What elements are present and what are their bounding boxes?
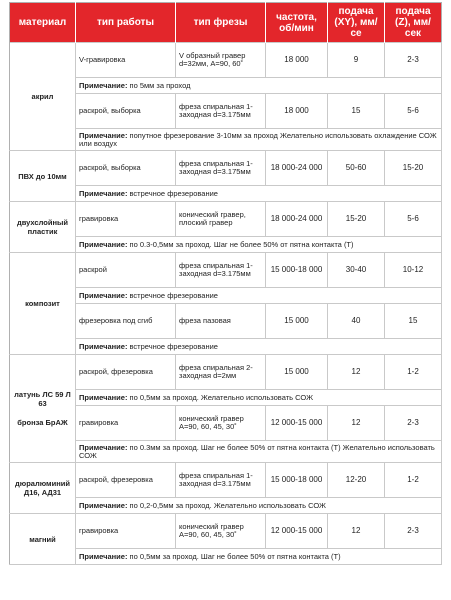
tool-cell: фреза спиральная 2-заходная d=2мм: [176, 355, 266, 390]
work-cell: гравировка: [76, 514, 176, 549]
rpm-cell: 15 000-18 000: [266, 253, 328, 288]
material-brass-bronze: [10, 355, 76, 463]
header-feed-z: подача (Z), мм/сек: [385, 3, 442, 43]
note-label: Примечание:: [79, 80, 128, 90]
note-text: встречное фрезерование: [127, 290, 218, 300]
note-cell: [76, 78, 442, 94]
work-cell: гравировка: [76, 406, 176, 441]
table-row: [10, 463, 442, 498]
header-tool-type: тип фрезы: [176, 3, 266, 43]
work-cell: V-гравировка: [76, 43, 176, 78]
note-text: встречное фрезерование: [127, 188, 218, 198]
work-cell: раскрой, выборка: [76, 94, 176, 129]
rpm-cell: 18 000: [266, 94, 328, 129]
material-pvc: ПВХ до 10мм: [10, 151, 76, 202]
tool-cell: конический гравер, плоский гравер: [176, 202, 266, 237]
feed-xy-cell: 12: [328, 514, 385, 549]
note-cell: [76, 498, 442, 514]
note-text: встречное фрезерование: [127, 341, 218, 351]
work-cell: раскрой, выборка: [76, 151, 176, 186]
note-text: по 0,5мм за проход. Шаг не более 50% от пятна контакта (Т): [127, 551, 341, 561]
note-label: Примечание:: [79, 188, 128, 198]
feed-xy-cell: 12-20: [328, 463, 385, 498]
tool-cell: фреза спиральная 1-заходная d=3.175мм: [176, 94, 266, 129]
material-duralumin: дюралюминий Д16, АД31: [10, 463, 76, 514]
note-cell: [76, 441, 442, 463]
rpm-cell: 18 000-24 000: [266, 202, 328, 237]
note-label: Примечание:: [79, 341, 128, 351]
table-row: [10, 514, 442, 549]
tool-cell: конический гравер А=90, 60, 45, 30˚: [176, 406, 266, 441]
note-cell: [76, 390, 442, 406]
feed-z-cell: 5-6: [385, 202, 442, 237]
work-cell: гравировка: [76, 202, 176, 237]
tool-cell: фреза пазовая: [176, 304, 266, 339]
feed-z-cell: 1-2: [385, 463, 442, 498]
table-row: [10, 355, 442, 390]
rpm-cell: 18 000-24 000: [266, 151, 328, 186]
header-rpm: частота, об/мин: [266, 3, 328, 43]
note-cell: [76, 186, 442, 202]
note-cell: [76, 129, 442, 151]
material-brass: латунь ЛС 59 Л 63: [14, 390, 71, 408]
work-cell: раскрой: [76, 253, 176, 288]
table-row: [10, 43, 442, 78]
tool-cell: V образный гравер d=32мм, А=90, 60˚: [176, 43, 266, 78]
tool-cell: фреза спиральная 1-заходная d=3.175мм: [176, 463, 266, 498]
feed-xy-cell: 12: [328, 406, 385, 441]
work-cell: фрезеровка под сгиб: [76, 304, 176, 339]
note-label: Примечание:: [79, 239, 128, 249]
feed-z-cell: 1-2: [385, 355, 442, 390]
note-cell: [76, 549, 442, 565]
work-cell: раскрой, фрезеровка: [76, 355, 176, 390]
tool-cell: фреза спиральная 1-заходная d=3.175мм: [176, 151, 266, 186]
note-text: по 5мм за проход: [127, 80, 191, 90]
rpm-cell: 12 000-15 000: [266, 406, 328, 441]
note-text: по 0,2-0,5мм за проход. Желательно использовать СОЖ: [127, 500, 326, 510]
rpm-cell: 12 000-15 000: [266, 514, 328, 549]
work-cell: раскрой, фрезеровка: [76, 463, 176, 498]
material-composite: композит: [10, 253, 76, 355]
note-text: попутное фрезерование 3-10мм за проход Желательно использовать охлаждение СОЖ или воздух: [79, 130, 437, 148]
tool-cell: конический гравер А=90, 60, 45, 30˚: [176, 514, 266, 549]
note-cell: [76, 339, 442, 355]
table-row: [10, 151, 442, 186]
note-label: Примечание:: [79, 290, 128, 300]
feed-z-cell: 15: [385, 304, 442, 339]
note-cell: [76, 288, 442, 304]
header-material: материал: [10, 3, 76, 43]
feed-z-cell: 2-3: [385, 43, 442, 78]
rpm-cell: 15 000: [266, 355, 328, 390]
feed-z-cell: 2-3: [385, 406, 442, 441]
feed-xy-cell: 15: [328, 94, 385, 129]
note-cell: [76, 237, 442, 253]
material-bronze: бронза БрАЖ: [17, 418, 68, 427]
feed-xy-cell: 9: [328, 43, 385, 78]
table-header: [10, 3, 442, 43]
material-acryl: акрил: [10, 43, 76, 151]
feed-xy-cell: 50-60: [328, 151, 385, 186]
feed-z-cell: 2-3: [385, 514, 442, 549]
feed-xy-cell: 15-20: [328, 202, 385, 237]
feed-z-cell: 10-12: [385, 253, 442, 288]
header-feed-xy: подача (XY), мм/се: [328, 3, 385, 43]
note-label: Примечание:: [79, 130, 128, 140]
tool-cell: фреза спиральная 1-заходная d=3.175мм: [176, 253, 266, 288]
table-row: [10, 202, 442, 237]
feed-z-cell: 15-20: [385, 151, 442, 186]
header-work-type: тип работы: [76, 3, 176, 43]
note-text: по 0.3мм за проход. Шаг не более 50% от пятна контакта (Т) Желательно использовать СОЖ: [79, 442, 435, 460]
table-row: [10, 253, 442, 288]
feed-xy-cell: 30-40: [328, 253, 385, 288]
rpm-cell: 15 000: [266, 304, 328, 339]
feed-z-cell: 5-6: [385, 94, 442, 129]
rpm-cell: 15 000-18 000: [266, 463, 328, 498]
note-label: Примечание:: [79, 551, 128, 561]
material-bilayer: двухслойный пластик: [10, 202, 76, 253]
note-text: по 0,5мм за проход. Желательно использовать СОЖ: [127, 392, 313, 402]
milling-modes-table: [9, 2, 442, 565]
note-text: по 0.3-0,5мм за проход. Шаг не более 50% от пятна контакта (Т): [127, 239, 354, 249]
note-label: Примечание:: [79, 500, 128, 510]
note-label: Примечание:: [79, 442, 128, 452]
feed-xy-cell: 40: [328, 304, 385, 339]
material-magnesium: магний: [10, 514, 76, 565]
note-label: Примечание:: [79, 392, 128, 402]
rpm-cell: 18 000: [266, 43, 328, 78]
feed-xy-cell: 12: [328, 355, 385, 390]
